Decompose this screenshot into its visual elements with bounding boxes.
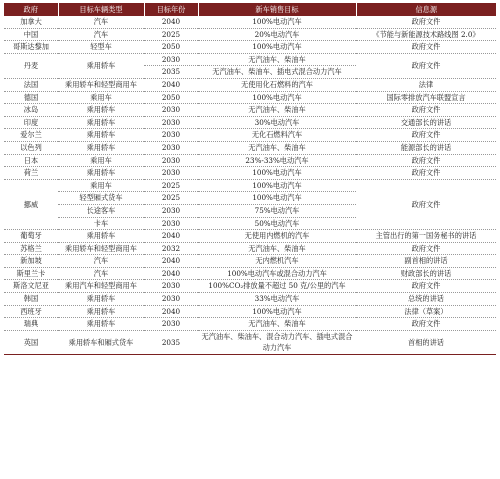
- table-row: [4, 141, 496, 154]
- table-cell: 2030: [144, 167, 198, 180]
- table-cell: 荷兰: [4, 167, 58, 180]
- table-cell: 政府文件: [356, 242, 496, 255]
- table-row: [4, 129, 496, 142]
- table-cell: 加拿大: [20, 17, 42, 26]
- table-row: [4, 104, 496, 117]
- table-cell: 乘用轿车和轻型商用车: [58, 78, 144, 91]
- table-row: [4, 41, 496, 54]
- table-cell: 2040: [144, 230, 198, 243]
- table-cell: 100%电动汽车: [198, 41, 356, 54]
- table-cell: 2040: [144, 267, 198, 280]
- table-cell: 乘用轿车: [58, 104, 144, 117]
- table-row: [4, 330, 496, 354]
- table-cell: 100%电动汽车: [198, 305, 356, 318]
- table-cell: 政府文件: [356, 53, 496, 78]
- table-cell: 乘用车: [58, 154, 144, 167]
- table-cell: 无内燃机汽车: [198, 255, 356, 268]
- policy-table: [4, 3, 496, 355]
- table-cell: 2030: [144, 293, 198, 306]
- table-cell: 首相的讲话: [356, 330, 496, 354]
- table-cell: 100%电动汽车: [198, 179, 356, 192]
- header-government: 政府: [4, 3, 58, 16]
- table-cell: 英国: [4, 330, 58, 354]
- table-cell: 无汽油车、柴油车: [198, 141, 356, 154]
- table-cell: 100%电动汽车: [198, 192, 356, 205]
- table-cell: 汽车: [58, 28, 144, 41]
- table-cell: 轻型厢式货车: [58, 192, 144, 205]
- table-cell: 《节能与新能源技术路线图 2.0》: [356, 28, 496, 41]
- table-row: [4, 91, 496, 104]
- table-cell: 75%电动汽车: [198, 204, 356, 217]
- table-cell: 2032: [144, 242, 198, 255]
- table-cell: 政府文件: [356, 104, 496, 117]
- table-cell: 2030: [144, 280, 198, 293]
- table-cell: 主管出行的第一国务秘书的讲话: [356, 230, 496, 243]
- table-cell: 乘用车: [58, 91, 144, 104]
- table-cell: 2030: [144, 204, 198, 217]
- table-cell: 汽车: [58, 267, 144, 280]
- table-row: [4, 16, 496, 28]
- table-cell: 2025: [144, 179, 198, 192]
- table-cell: 20%电动汽车: [198, 28, 356, 41]
- table-row: [4, 293, 496, 306]
- table-cell: 政府文件: [356, 129, 496, 142]
- table-cell: 乘用轿车: [58, 305, 144, 318]
- table-cell: 无汽油车、柴油车: [198, 53, 356, 66]
- table-row: [4, 154, 496, 167]
- table-cell: 挪威: [4, 179, 58, 229]
- header-sales-target: 新车销售目标: [198, 3, 356, 16]
- table-cell: 2040: [144, 305, 198, 318]
- table-row: [4, 179, 496, 192]
- table-cell: 德国: [4, 91, 58, 104]
- table-row: [4, 318, 496, 331]
- table-cell: 斯里兰卡: [4, 267, 58, 280]
- table-cell: 100%电动汽车或混合动力汽车: [198, 267, 356, 280]
- table-cell: 2030: [144, 116, 198, 129]
- table-cell: 瑞典: [4, 318, 58, 331]
- header-vehicle-type: 目标车辆类型: [58, 3, 144, 16]
- table-body: [4, 16, 496, 355]
- table-cell: 副首相的讲话: [356, 255, 496, 268]
- table-cell: 政府文件: [356, 280, 496, 293]
- table-cell: 50%电动汽车: [198, 217, 356, 230]
- table-cell: 2035: [144, 330, 198, 354]
- table-cell: 2035: [144, 66, 198, 79]
- table-cell: 法律: [356, 78, 496, 91]
- table-row: [4, 53, 496, 66]
- table-cell: 2030: [144, 141, 198, 154]
- table-cell: 政府文件: [356, 179, 496, 229]
- table-cell: 2030: [144, 104, 198, 117]
- table-cell: 无汽油车、柴油车、插电式混合动力汽车: [198, 66, 356, 79]
- table-cell: 无汽油车、柴油车: [198, 242, 356, 255]
- table-cell: 哥斯达黎加: [4, 41, 58, 54]
- table-cell: 汽车: [58, 255, 144, 268]
- table-cell: 政府文件: [356, 154, 496, 167]
- table-cell: 卡车: [58, 217, 144, 230]
- table-row: [4, 167, 496, 180]
- table-row: [4, 242, 496, 255]
- header-source: 信息源: [356, 3, 496, 16]
- table-cell: 西班牙: [4, 305, 58, 318]
- table-cell: 爱尔兰: [4, 129, 58, 142]
- table-cell: 乘用汽车和轻型商用车: [58, 280, 144, 293]
- table-cell: 2030: [144, 53, 198, 66]
- table-cell: 2040: [161, 17, 181, 26]
- table-cell: 新加坡: [4, 255, 58, 268]
- table-cell: 2040: [144, 255, 198, 268]
- table-row: [4, 255, 496, 268]
- table-cell: 政府文件: [356, 167, 496, 180]
- table-cell: 韩国: [4, 293, 58, 306]
- table-cell: 2030: [144, 318, 198, 331]
- table-cell: 无使用内燃机的汽车: [198, 230, 356, 243]
- table-cell: 苏格兰: [4, 242, 58, 255]
- table-cell: 100%电动汽车: [198, 91, 356, 104]
- table-cell: 汽车: [93, 17, 109, 26]
- table-cell: 乘用轿车: [58, 53, 144, 78]
- table-cell: 乘用轿车: [58, 141, 144, 154]
- table-cell: 交通部长的讲话: [356, 116, 496, 129]
- table-cell: 2050: [144, 41, 198, 54]
- table-cell: 法国: [4, 78, 58, 91]
- table-row: [4, 78, 496, 91]
- table-cell: 乘用轿车和厢式货车: [58, 330, 144, 354]
- table-cell: 乘用轿车: [58, 230, 144, 243]
- table-cell: 2040: [144, 78, 198, 91]
- table-cell: 23%-33%电动汽车: [198, 154, 356, 167]
- table-cell: 冰岛: [4, 104, 58, 117]
- table-cell: 斯洛文尼亚: [4, 280, 58, 293]
- table-cell: 2025: [144, 192, 198, 205]
- table-cell: 政府文件: [356, 318, 496, 331]
- table-cell: 国际零排放汽车联盟宣言: [356, 91, 496, 104]
- table-cell: 30%电动汽车: [198, 116, 356, 129]
- table-cell: 无汽油车、柴油车: [198, 104, 356, 117]
- table-cell: 100%CO₂排放量不超过 50 克/公里的汽车: [198, 280, 356, 293]
- table-cell: 财政部长的讲话: [356, 267, 496, 280]
- table-cell: 政府文件: [356, 41, 496, 54]
- table-cell: 2050: [144, 91, 198, 104]
- table-cell: 2030: [144, 129, 198, 142]
- table-row: [4, 116, 496, 129]
- table-cell: 33%电动汽车: [198, 293, 356, 306]
- table-cell: 2030: [144, 217, 198, 230]
- table-cell: 乘用轿车: [58, 293, 144, 306]
- table-cell: 以色列: [4, 141, 58, 154]
- table-cell: 法律（草案）: [356, 305, 496, 318]
- table-cell: 2030: [144, 154, 198, 167]
- table-cell: 无使用化石燃料的汽车: [198, 78, 356, 91]
- table-cell: 日本: [4, 154, 58, 167]
- table-cell: 乘用车: [58, 179, 144, 192]
- table-row: [4, 280, 496, 293]
- table-cell: 能源部长的讲话: [356, 141, 496, 154]
- table-cell: 长途客车: [58, 204, 144, 217]
- table-cell: 乘用轿车和轻型商用车: [58, 242, 144, 255]
- table-cell: 2025: [144, 28, 198, 41]
- table-cell: 无化石燃料汽车: [198, 129, 356, 142]
- table-cell: 印度: [4, 116, 58, 129]
- table-cell: 100%电动汽车: [252, 17, 302, 26]
- table-row: [4, 230, 496, 243]
- table-cell: 100%电动汽车: [198, 167, 356, 180]
- table-row: [4, 267, 496, 280]
- table-row: [4, 305, 496, 318]
- table-cell: 中国: [4, 28, 58, 41]
- table-row: [4, 28, 496, 41]
- table-cell: 丹麦: [4, 53, 58, 78]
- table-cell: 乘用轿车: [58, 167, 144, 180]
- table-cell: 政府文件: [411, 17, 441, 26]
- table-cell: 轻型车: [58, 41, 144, 54]
- table-cell: 总统的讲话: [356, 293, 496, 306]
- table-cell: 无汽油车、柴油车: [198, 318, 356, 331]
- table-cell: 乘用轿车: [58, 129, 144, 142]
- header-target-year: 目标年份: [144, 3, 198, 16]
- table-cell: 葡萄牙: [4, 230, 58, 243]
- table-cell: 乘用轿车: [58, 116, 144, 129]
- table-cell: 乘用轿车: [58, 318, 144, 331]
- table-header-row: [4, 3, 496, 16]
- table-cell: 无汽油车、柴油车、混合动力汽车、插电式混合动力汽车: [198, 330, 356, 354]
